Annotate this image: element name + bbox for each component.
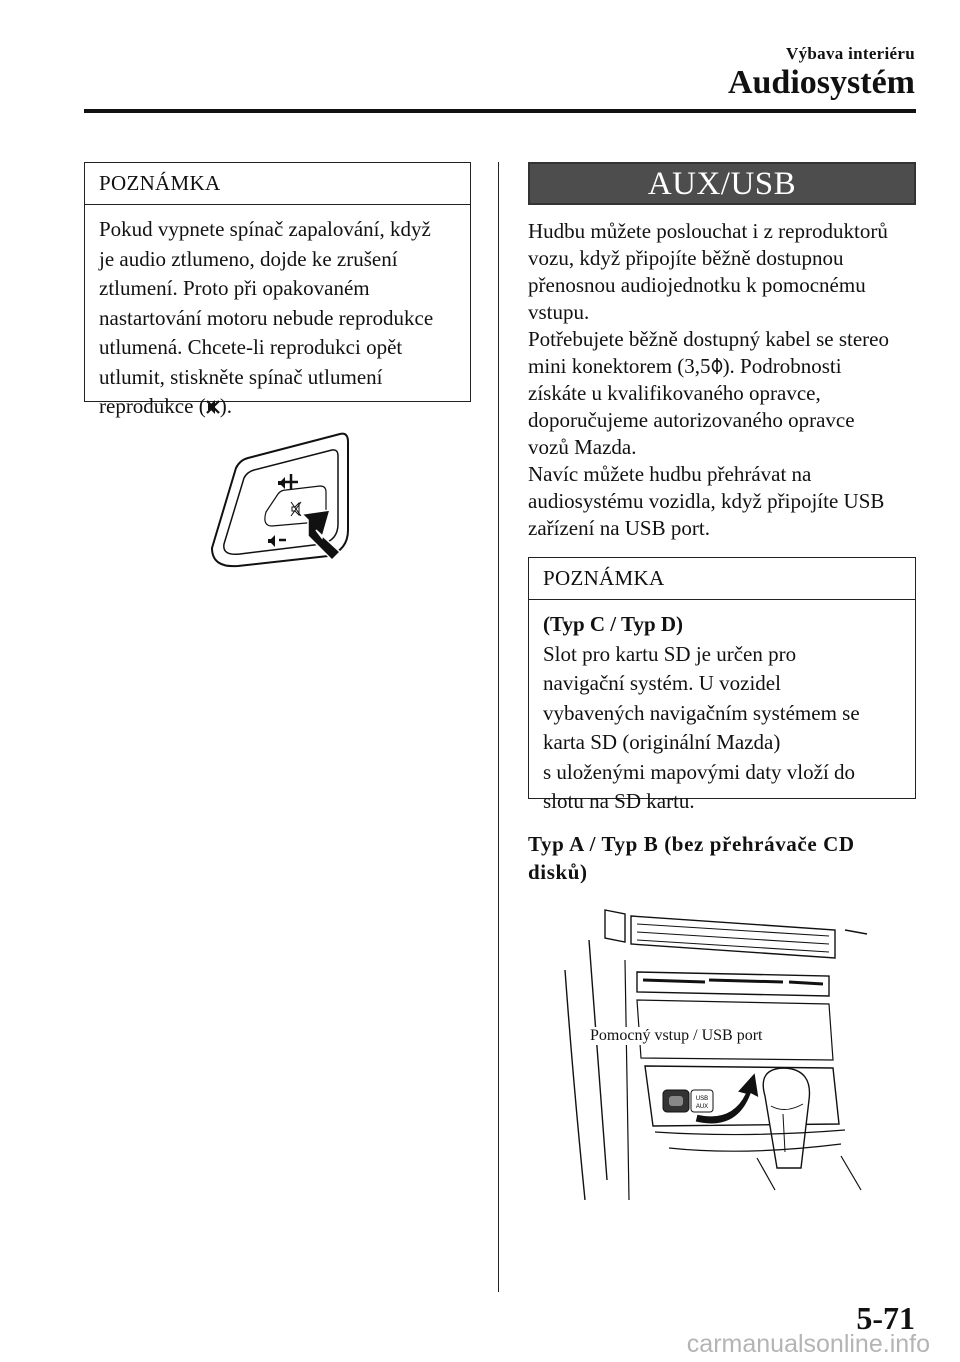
page-number: 5-71 — [856, 1300, 915, 1336]
note-line: slotu na SD kartu. — [543, 789, 695, 813]
note-box-sd — [528, 557, 916, 813]
note-line: vybavených navigačním systémem se — [543, 700, 860, 725]
text-line-connector — [528, 353, 920, 380]
text-line: zařízení na USB port. — [528, 516, 710, 540]
note-text: reprodukce ( — [99, 394, 206, 418]
text-line: Hudbu můžete poslouchat i z reproduktorů — [528, 219, 888, 243]
text-line: vozu, když připojíte běžně dostupnou — [528, 246, 844, 270]
text-line: vozů Mazda. — [528, 435, 637, 459]
text-span: ). Podrobnosti — [722, 354, 842, 378]
aux-port-label: AUX — [695, 1104, 709, 1110]
note-line: utlumit, stiskněte spínač utlumení — [99, 364, 383, 389]
type-heading — [528, 830, 918, 886]
section-title: Výbava interiéru — [786, 44, 915, 63]
note-body — [529, 600, 915, 831]
type-heading-line: disků) — [528, 860, 588, 884]
note-body — [85, 205, 470, 436]
note-line: karta SD (originální Mazda) — [543, 730, 781, 754]
note-heading: POZNÁMKA — [85, 163, 470, 205]
text-line: doporučujeme autorizovaného opravce — [528, 408, 855, 432]
note-line: ztlumení. Proto při opakovaném — [99, 276, 370, 300]
note-line: Slot pro kartu SD je určen pro — [543, 641, 797, 666]
aux-usb-text — [528, 218, 920, 542]
text-line: získáte u kvalifikovaného opravce, — [528, 381, 821, 405]
text-line: přenosnou audiojednotku k pomocnému — [528, 273, 866, 297]
note-line: navigační systém. U vozidel — [543, 671, 781, 695]
text-line: Navíc můžete hudbu přehrávat na — [528, 462, 812, 486]
note-text: ). — [219, 394, 232, 418]
column-divider — [498, 162, 499, 1292]
text-line: Potřebujete běžně dostupný kabel se stereo — [528, 327, 889, 351]
steering-switch-illustration — [208, 430, 358, 580]
diameter-icon — [711, 354, 723, 378]
text-line: vstupu. — [528, 300, 590, 324]
watermark: carmanualsonline.info — [686, 1330, 930, 1358]
note-line: utlumená. Chcete-li reprodukci opět — [99, 335, 403, 359]
usb-port-label: USB — [695, 1096, 709, 1102]
type-heading-line: Typ A / Typ B (bez přehrávače CD — [528, 832, 855, 856]
console-ports-illustration — [545, 900, 870, 1200]
text-span: mini konektorem (3,5 — [528, 354, 711, 378]
note-box-mute — [84, 162, 471, 418]
port-callout-label: Pomocný vstup / USB port — [590, 1027, 763, 1044]
mute-icon — [206, 394, 220, 418]
header-rule — [84, 109, 916, 113]
note-line: nastartování motoru nebude reprodukce — [99, 305, 434, 330]
text-line: audiosystému vozidla, když připojíte USB — [528, 489, 885, 513]
note-line-last — [99, 392, 456, 422]
note-line: Pokud vypnete spínač zapalování, když — [99, 217, 431, 241]
note-heading: POZNÁMKA — [529, 558, 915, 600]
aux-usb-heading: AUX/USB — [528, 162, 916, 205]
page-title: Audiosystém — [727, 64, 915, 101]
note-line: je audio ztlumeno, dojde ke zrušení — [99, 246, 398, 271]
note-line: s uloženými mapovými daty vloží do — [543, 759, 856, 784]
note-subheading: (Typ C / Typ D) — [543, 612, 684, 636]
